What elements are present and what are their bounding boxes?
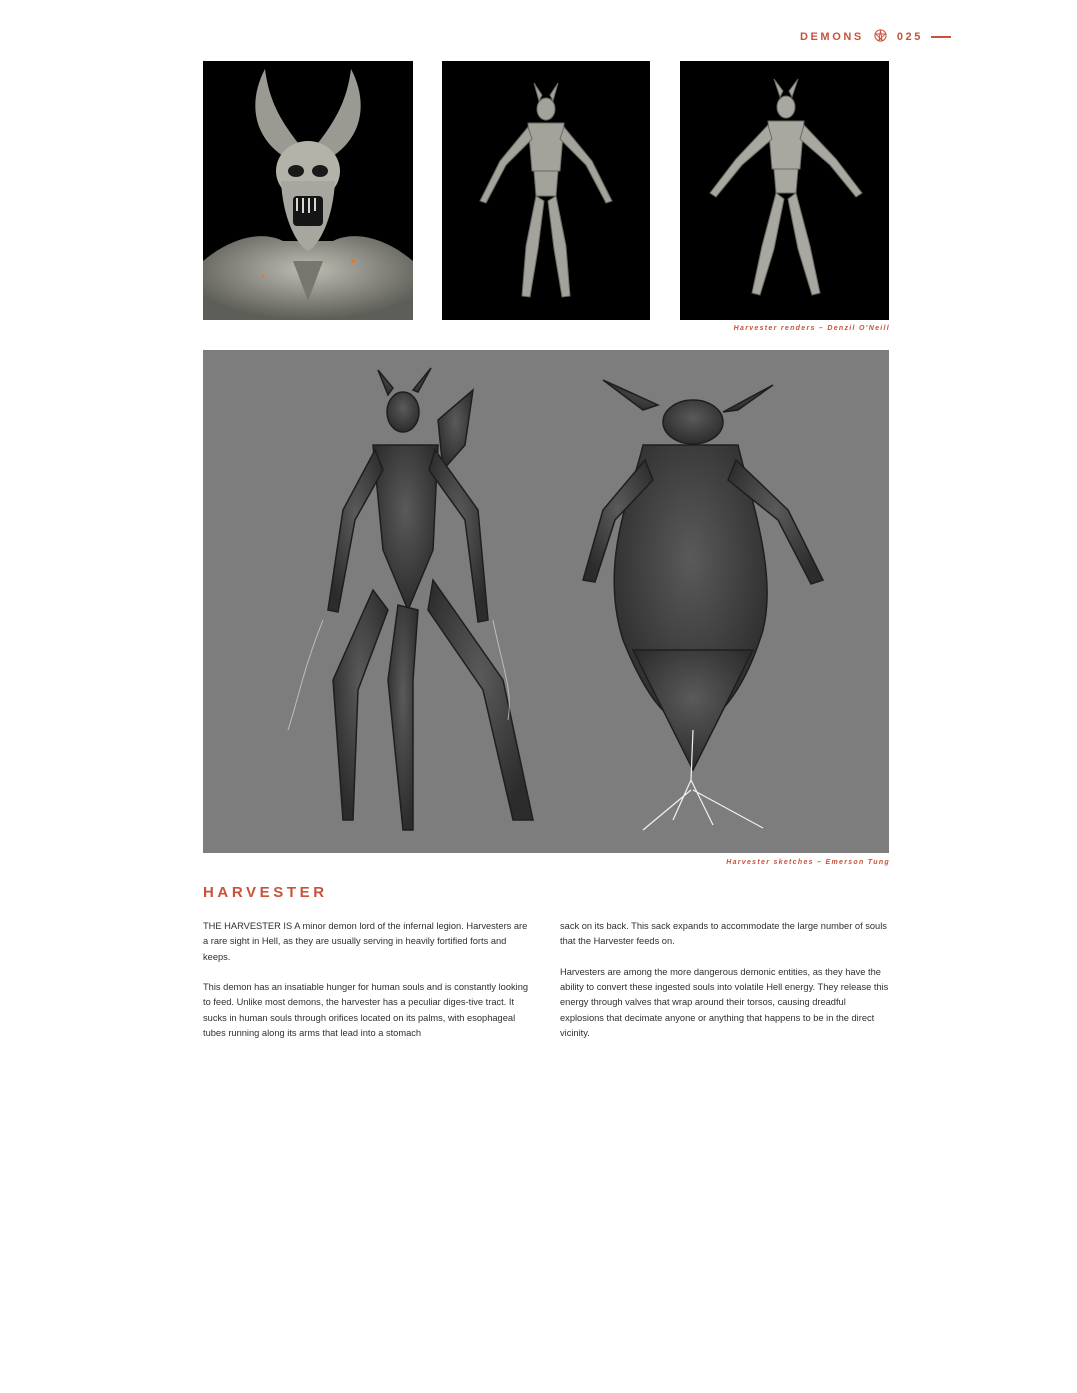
renders-caption: Harvester renders – Denzil O'Neill	[733, 325, 890, 332]
paragraph: THE HARVESTER IS A minor demon lord of the infernal legion. Harvesters are a rare sight in Hell, as they are usually serving in heavily fortified forts and keeps.	[203, 921, 528, 962]
pentagram-circle-icon	[874, 29, 887, 45]
article-title: HARVESTER	[203, 884, 328, 901]
harvester-sketches	[203, 350, 889, 853]
harvester-back-render	[680, 61, 889, 320]
harvester-head-render	[203, 61, 413, 320]
header-rule	[931, 36, 951, 38]
article-column-right	[560, 919, 890, 1057]
sketches-caption: Harvester sketches – Emerson Tung	[726, 859, 890, 866]
harvester-front-render	[442, 61, 650, 320]
paragraph: Harvesters are among the more dangerous demonic entities, as they have the ability to convert these ingested souls into volatile Hell energy. They release this energy through valves that wrap around their torsos, causing dreadful explosions that decimate anyone or anything that happens to be in the direct vicinity.	[560, 966, 889, 1039]
paragraph: This demon has an insatiable hunger for human souls and is constantly looking to feed. Unlike most demons, the harvester has a peculiar diges-tive tract. It sucks in human souls through orifices located on its palms, with esophageal tubes running along its arms that lead into a stomach	[203, 982, 529, 1039]
paragraph: sack on its back. This sack expands to accommodate the large number of souls that the Harvester feeds on.	[560, 921, 887, 947]
page-number: 025	[896, 31, 923, 43]
page-header	[800, 28, 951, 46]
article-column-left	[203, 919, 533, 1057]
section-label: DEMONS	[799, 31, 864, 43]
